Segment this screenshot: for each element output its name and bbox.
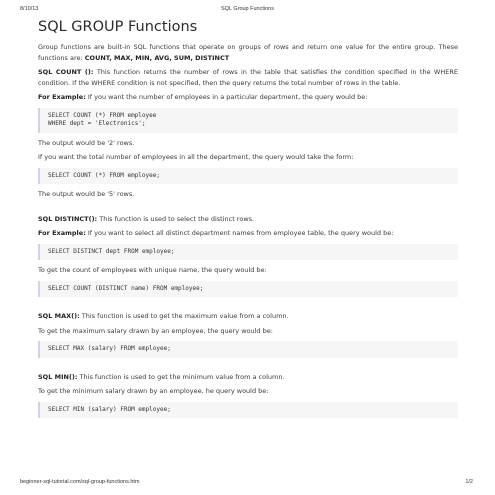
print-page-number: 1/2	[465, 479, 473, 485]
page-title: SQL GROUP Functions	[38, 19, 198, 35]
print-date: 8/10/13	[20, 6, 39, 12]
distinct-example-text: If you want to select all distinct department names from employee table, the query would be:	[85, 229, 394, 237]
min-description	[38, 372, 458, 383]
count-example-text: If you want the number of employees in a particular department, the query would be:	[85, 93, 368, 101]
count-description	[38, 67, 458, 88]
count-output-2: The output would be '5' rows.	[38, 190, 135, 198]
print-page-title: SQL Group Functions	[221, 6, 274, 12]
count-code-block-2: SELECT COUNT (*) FROM employee;	[38, 168, 458, 185]
min-code-block: SELECT MIN (salary) FROM employee;	[38, 402, 458, 419]
count-example	[38, 92, 458, 103]
min-description-text: This function is used to get the minimum value from a column.	[77, 372, 285, 381]
distinct-example	[38, 228, 458, 239]
max-text: To get the maximum salary drawn by an employee, the query would be:	[38, 326, 273, 335]
article-content	[38, 18, 458, 418]
max-description-text: This function is used to get the maximum value from a column.	[79, 312, 289, 320]
intro-text: Group functions are built-in SQL functions that operate on groups of rows and return one value for the entire group. These functions are:	[38, 43, 458, 62]
distinct-code-block-2: SELECT COUNT (DISTINCT name) FROM employee;	[38, 281, 458, 298]
max-code-block: SELECT MAX (salary) FROM employee;	[38, 341, 458, 358]
distinct-text-2: To get the count of employees with unique name, the query would be:	[38, 266, 267, 274]
print-url: beginner-sql-tutorial.com/sql-group-functions.htm	[20, 479, 140, 485]
print-footer	[0, 479, 495, 489]
count-output-1: The output would be '2' rows.	[38, 138, 135, 147]
count-text-2: If you want the total number of employees in all the department, the query would take the form:	[38, 153, 354, 161]
print-header	[0, 6, 495, 16]
min-text: To get the minimum salary drawn by an employee, he query would be:	[38, 387, 269, 395]
count-code-block-1: SELECT COUNT (*) FROM employee WHERE dept = 'Electronics';	[38, 108, 458, 133]
max-label: SQL MAX():	[38, 312, 80, 320]
count-label: SQL COUNT ():	[38, 68, 94, 76]
distinct-description	[38, 214, 458, 225]
distinct-code-block-1: SELECT DISTINCT dept FROM employee;	[38, 244, 458, 261]
intro-paragraph	[38, 42, 458, 63]
distinct-description-text: This function is used to select the distinct rows.	[97, 214, 255, 223]
min-label: SQL MIN():	[38, 372, 78, 381]
count-example-label: For Example:	[38, 93, 86, 101]
distinct-label: SQL DISTINCT():	[38, 214, 98, 223]
max-description	[38, 311, 458, 322]
distinct-example-label: For Example:	[38, 229, 86, 237]
intro-functions-list: COUNT, MAX, MIN, AVG, SUM, DISTINCT	[84, 53, 230, 62]
count-description-text: This function returns the number of rows in the table that satisfies the condition specified in the WHERE condition. If the WHERE condition is not specified, then the query returns the total number of rows in the table.	[38, 68, 458, 87]
